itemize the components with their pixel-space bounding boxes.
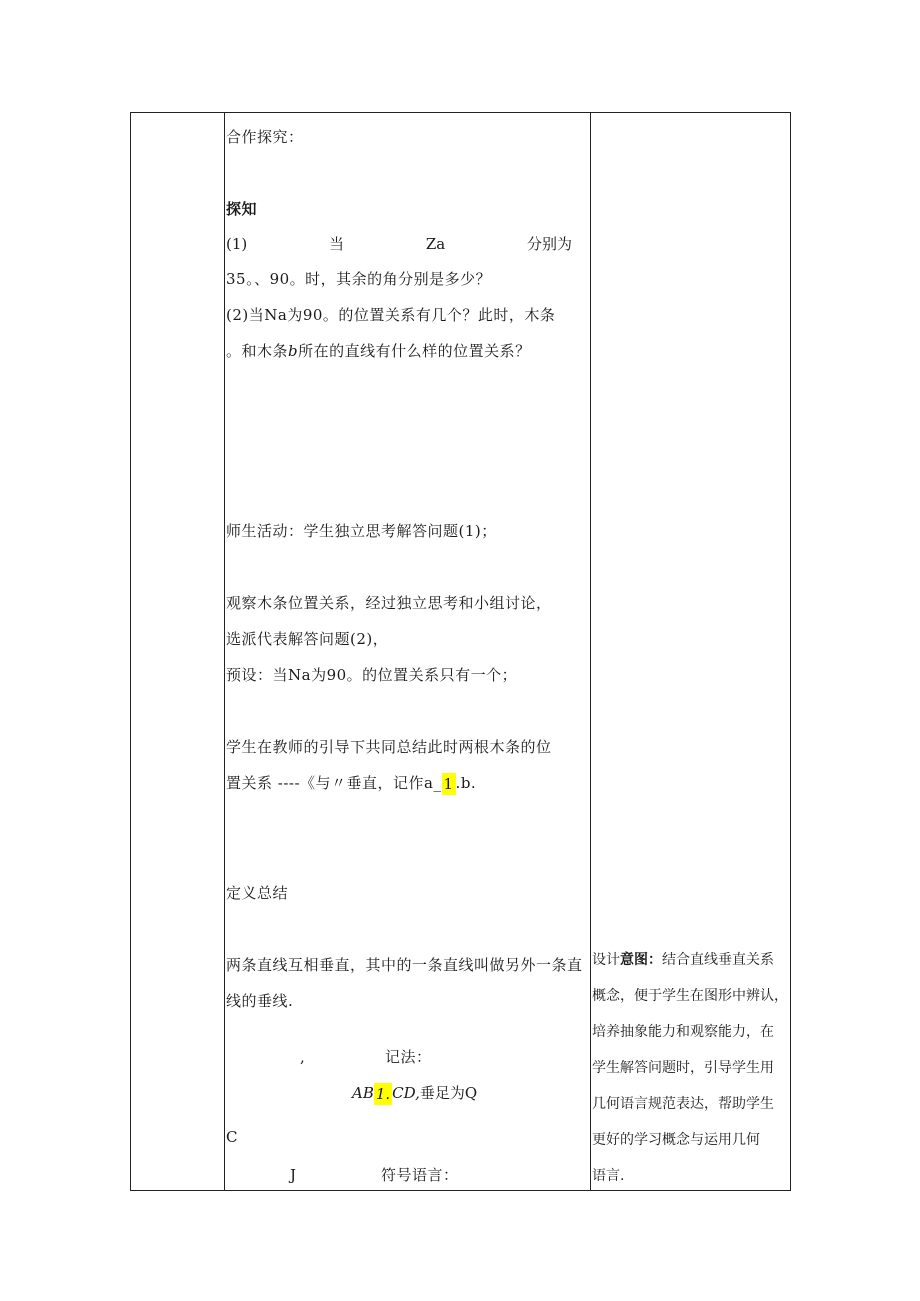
teacher-student-activity: 师生活动：学生独立思考解答问题(1)； xyxy=(226,522,497,540)
design-intent-line: 学生解答问题时，引导学生用 xyxy=(592,1060,774,1076)
highlighted-symbol: 1 xyxy=(443,775,454,793)
design-intent-prefix: 设计 xyxy=(592,952,620,968)
notation-cd: CD, xyxy=(392,1084,420,1102)
definition-title: 定义总结 xyxy=(226,884,289,902)
notation-label: 记法： xyxy=(385,1048,432,1066)
definition-line-1: 两条直线互相垂直，其中的一条直线叫做另外一条直 xyxy=(226,956,583,974)
question-2-variable-b: b xyxy=(288,342,299,360)
question-1-part: 当 xyxy=(329,235,345,253)
explore-title: 探知 xyxy=(226,200,258,218)
column-divider-1 xyxy=(224,112,225,1191)
notation-ab: AB xyxy=(352,1084,374,1102)
design-intent-line-1 xyxy=(592,950,774,970)
question-1-part: Za xyxy=(425,235,446,253)
question-1-line-2: 35。、90。时，其余的角分别是多少？ xyxy=(226,270,492,288)
notation-expression xyxy=(352,1083,477,1105)
design-intent-line: 培养抽象能力和观察能力，在 xyxy=(592,1024,774,1040)
question-2-line-2 xyxy=(226,341,531,361)
summary-text-a: 置关系 ----《与〃垂直，记作a_ xyxy=(226,774,442,792)
design-intent-label: 意图： xyxy=(620,952,662,968)
summary-text-b: .b. xyxy=(455,774,477,792)
question-1-part: (1) xyxy=(226,235,248,253)
notation-comma: , xyxy=(300,1048,306,1066)
column-divider-2 xyxy=(590,112,591,1191)
table-left-border xyxy=(130,112,131,1191)
notation-foot: 垂足为Q xyxy=(419,1084,478,1102)
design-intent-line: 语言. xyxy=(592,1168,625,1184)
question-2-line-1: (2)当Na为90。的位置关系有几个？此时，木条 xyxy=(226,306,556,324)
highlighted-perp-symbol: 1. xyxy=(375,1085,391,1103)
observe-line-2: 选派代表解答问题(2)， xyxy=(226,630,389,648)
summary-line-2 xyxy=(226,773,476,795)
question-1-line-1 xyxy=(226,234,572,254)
table-bottom-border xyxy=(130,1190,791,1191)
definition-line-2: 线的垂线. xyxy=(226,992,294,1010)
design-intent-line: 几何语言规范表达，帮助学生 xyxy=(592,1096,774,1112)
symbol-language-label: 符号语言： xyxy=(381,1166,459,1184)
stray-letter-j: J xyxy=(290,1166,297,1184)
table-top-border xyxy=(130,112,791,113)
observe-line-1: 观察木条位置关系，经过独立思考和小组讨论， xyxy=(226,594,552,612)
preset-line: 预设：当Na为90。的位置关系只有一个； xyxy=(226,666,518,684)
design-intent-line: 概念，便于学生在图形中辨认， xyxy=(592,988,788,1004)
question-1-part: 分别为 xyxy=(526,235,572,253)
section-heading: 合作探究： xyxy=(226,128,304,146)
design-intent-text: 结合直线垂直关系 xyxy=(662,952,774,968)
design-intent-line: 更好的学习概念与运用几何 xyxy=(592,1132,760,1148)
question-2-text-c: 所在的直线有什么样的位置关系？ xyxy=(298,342,531,360)
stray-letter-c: C xyxy=(226,1128,238,1146)
summary-line-1: 学生在教师的引导下共同总结此时两根木条的位 xyxy=(226,738,552,756)
question-2-text-a: 。和木条 xyxy=(226,342,289,360)
table-right-border xyxy=(790,112,791,1191)
